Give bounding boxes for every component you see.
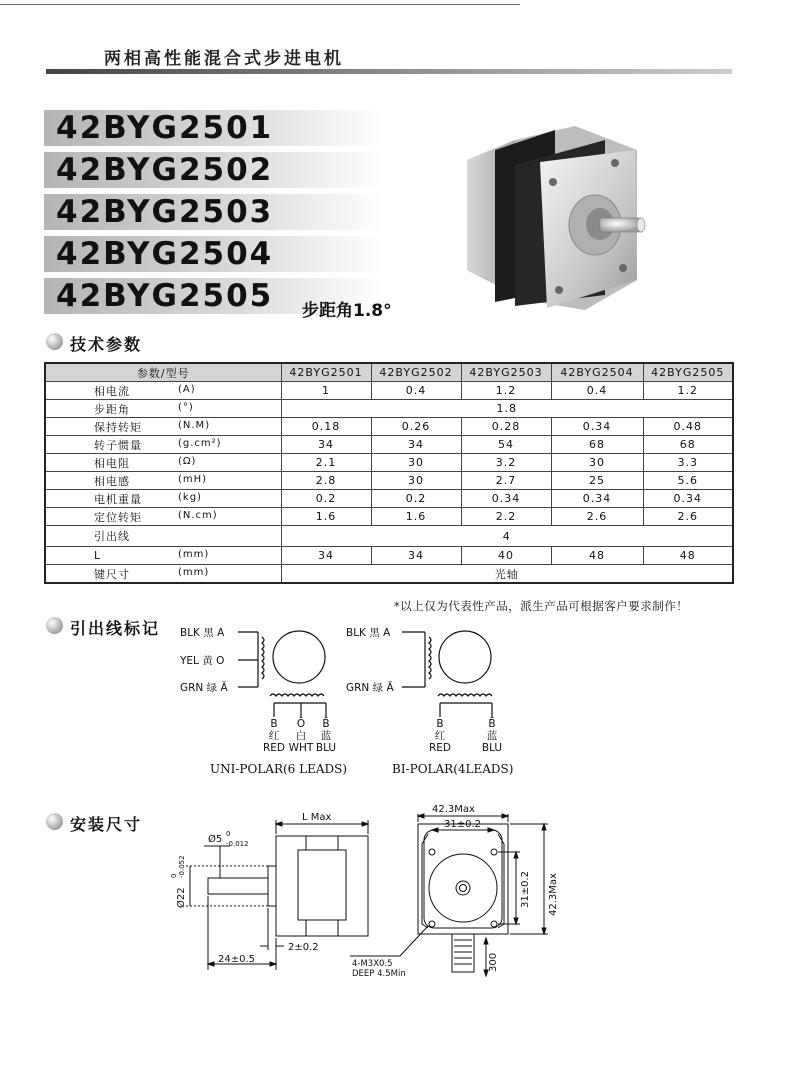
section-bullet-icon — [46, 333, 63, 350]
spec-table — [44, 362, 734, 584]
param-name-cell — [45, 565, 281, 584]
dim-shaft-tol: -0.012 — [226, 840, 249, 848]
dimension-drawing — [160, 800, 580, 1000]
model-name: 42BYG2503 — [56, 194, 274, 230]
table-row — [45, 547, 733, 565]
top-rule — [0, 4, 520, 5]
value-cell: 2.2 — [461, 508, 551, 526]
param-name-cell — [45, 508, 281, 526]
dim-hole-pitch: 31±0.2 — [444, 819, 482, 830]
param-unit: (°) — [178, 402, 194, 413]
value-cell: 2.6 — [643, 508, 733, 526]
value-cell: 2.6 — [551, 508, 643, 526]
param-unit: (A) — [178, 384, 196, 395]
footnote: *以上仅为代表性产品，派生产品可根据客户要求制作！ — [394, 599, 689, 613]
table-row — [45, 382, 733, 400]
param-name: 相电阻 — [94, 456, 130, 470]
param-name: 键尺寸 — [94, 567, 130, 581]
table-row — [45, 508, 733, 526]
table-row — [45, 565, 733, 584]
uni-bottom-cn: 红 — [268, 730, 280, 742]
value-cell: 68 — [643, 436, 733, 454]
param-name: 步距角 — [94, 402, 130, 416]
bi-bottom-en: RED — [428, 742, 452, 754]
dim-shaft: Ø5 — [208, 834, 223, 845]
param-name-cell — [45, 526, 281, 547]
uni-caption: UNI-POLAR(6 LEADS) — [210, 762, 348, 776]
table-row — [45, 436, 733, 454]
value-cell: 2.8 — [281, 472, 371, 490]
dim-deep: DEEP 4.5Min — [352, 969, 406, 979]
bi-bottom-cn: 蓝 — [486, 730, 498, 742]
uni-lead-label: BLK 黑 A — [180, 627, 225, 639]
value-cell: 2.7 — [461, 472, 551, 490]
param-name-cell — [45, 418, 281, 436]
value-cell: 34 — [281, 436, 371, 454]
bi-bottom-cn: 红 — [434, 730, 446, 742]
merged-value-cell: 1.8 — [281, 400, 733, 418]
title-underline — [46, 69, 732, 74]
table-row — [45, 526, 733, 547]
merged-value-cell: 光轴 — [281, 565, 733, 584]
value-cell: 30 — [551, 454, 643, 472]
value-cell: 1.2 — [643, 382, 733, 400]
dim-body-height: 42.3Max — [548, 873, 559, 916]
value-cell: 0.26 — [371, 418, 461, 436]
param-name: 引出线 — [94, 530, 130, 543]
model-name: 42BYG2504 — [56, 236, 274, 272]
section-title-dims: 安装尺寸 — [70, 815, 143, 834]
dim-shaft-len: 24±0.5 — [218, 954, 256, 965]
bi-lead-label: BLK 黑 A — [346, 627, 391, 639]
dim-boss-depth: 2±0.2 — [288, 942, 319, 953]
value-cell: 48 — [643, 547, 733, 565]
value-cell: 68 — [551, 436, 643, 454]
model-name: 42BYG2501 — [56, 110, 274, 146]
param-name-cell — [45, 490, 281, 508]
dim-hole-pitch-v: 31±0.2 — [520, 870, 531, 908]
uni-bottom-cn: 白 — [295, 730, 307, 742]
param-name-cell — [45, 472, 281, 490]
value-cell: 5.6 — [643, 472, 733, 490]
param-unit: (N.cm) — [178, 510, 218, 521]
param-name-cell — [45, 382, 281, 400]
value-cell: 0.4 — [551, 382, 643, 400]
bi-caption: BI-POLAR(4LEADS) — [392, 762, 514, 776]
param-unit: (mm) — [178, 567, 210, 578]
uni-lead-label: GRN 绿 Ā — [180, 682, 228, 694]
page-title: 两相高性能混合式步进电机 — [104, 49, 344, 69]
dim-boss-tol-top: 0 — [170, 873, 178, 878]
value-cell: 30 — [371, 472, 461, 490]
value-cell: 34 — [281, 547, 371, 565]
uni-bottom-en: RED — [262, 742, 286, 754]
value-cell: 0.18 — [281, 418, 371, 436]
bi-bottom-sym: B — [436, 718, 444, 730]
value-cell: 0.34 — [643, 490, 733, 508]
bi-bottom-en: BLU — [481, 742, 503, 754]
table-row — [45, 418, 733, 436]
value-cell: 1.6 — [371, 508, 461, 526]
value-cell: 0.4 — [371, 382, 461, 400]
value-cell: 34 — [371, 436, 461, 454]
table-row — [45, 454, 733, 472]
dim-l-max: L Max — [302, 812, 332, 823]
value-cell: 30 — [371, 454, 461, 472]
dim-shaft-tol-top: 0 — [226, 830, 231, 838]
param-unit: (mm) — [178, 549, 210, 560]
value-cell: 0.34 — [551, 418, 643, 436]
table-row — [45, 400, 733, 418]
merged-value-cell: 4 — [281, 526, 733, 547]
value-cell: 0.48 — [643, 418, 733, 436]
spec-header-cell: 42BYG2505 — [643, 363, 733, 382]
spec-header-cell: 42BYG2502 — [371, 363, 461, 382]
value-cell: 2.1 — [281, 454, 371, 472]
param-name: 保持转矩 — [94, 420, 142, 434]
bi-lead-label: GRN 绿 Ā — [346, 682, 394, 694]
uni-bottom-sym: B — [270, 718, 278, 730]
value-cell: 0.2 — [371, 490, 461, 508]
value-cell: 3.3 — [643, 454, 733, 472]
dim-lead-len: 300 — [488, 952, 499, 972]
value-cell: 25 — [551, 472, 643, 490]
value-cell: 0.2 — [281, 490, 371, 508]
section-title-leads: 引出线标记 — [70, 619, 161, 638]
param-name-cell — [45, 400, 281, 418]
spec-header-cell: 参数/型号 — [45, 363, 281, 382]
uni-bottom-cn: 蓝 — [320, 730, 332, 742]
step-angle-label: 步距角1.8° — [302, 301, 392, 321]
value-cell: 0.34 — [461, 490, 551, 508]
uni-lead-label: YEL 黄 O — [180, 655, 225, 667]
model-name: 42BYG2505 — [56, 278, 274, 314]
param-name: 定位转矩 — [94, 510, 142, 524]
param-unit: (N.M) — [178, 420, 211, 431]
param-unit: (Ω) — [178, 456, 197, 467]
value-cell: 0.34 — [551, 490, 643, 508]
uni-bottom-sym: B̄ — [322, 718, 330, 730]
dim-boss-tol: -0.052 — [178, 855, 186, 878]
value-cell: 0.28 — [461, 418, 551, 436]
table-row — [45, 490, 733, 508]
param-unit: (kg) — [178, 492, 202, 503]
value-cell: 1.6 — [281, 508, 371, 526]
spec-header-cell: 42BYG2503 — [461, 363, 551, 382]
model-name: 42BYG2502 — [56, 152, 274, 188]
section-bullet-icon — [46, 617, 63, 634]
value-cell: 1 — [281, 382, 371, 400]
param-name-cell — [45, 547, 281, 565]
param-name: 电机重量 — [94, 492, 142, 506]
table-row — [45, 472, 733, 490]
param-name: 相电流 — [94, 384, 130, 398]
dim-body-width: 42.3Max — [432, 804, 475, 815]
value-cell: 34 — [371, 547, 461, 565]
section-title-tech: 技术参数 — [70, 335, 143, 354]
spec-header-cell: 42BYG2501 — [281, 363, 371, 382]
value-cell: 54 — [461, 436, 551, 454]
param-name-cell — [45, 454, 281, 472]
uni-bottom-en: WHT — [288, 742, 314, 754]
param-name: L — [94, 549, 102, 562]
param-unit: (g.cm²) — [178, 438, 222, 449]
param-name: 转子惯量 — [94, 438, 142, 452]
value-cell: 3.2 — [461, 454, 551, 472]
value-cell: 40 — [461, 547, 551, 565]
motor-photo — [455, 120, 655, 320]
dim-boss: Ø22 — [176, 887, 187, 908]
wiring-diagrams — [170, 615, 530, 785]
section-bullet-icon — [46, 813, 63, 830]
spec-header-row — [45, 363, 733, 382]
dim-screw: 4-M3X0.5 — [352, 959, 393, 969]
uni-bottom-en: BLU — [315, 742, 337, 754]
param-name: 相电感 — [94, 474, 130, 488]
bi-bottom-sym: B̄ — [488, 718, 496, 730]
param-unit: (mH) — [178, 474, 208, 485]
value-cell: 48 — [551, 547, 643, 565]
uni-bottom-sym: Ō — [296, 718, 306, 730]
value-cell: 1.2 — [461, 382, 551, 400]
spec-header-cell: 42BYG2504 — [551, 363, 643, 382]
param-name-cell — [45, 436, 281, 454]
